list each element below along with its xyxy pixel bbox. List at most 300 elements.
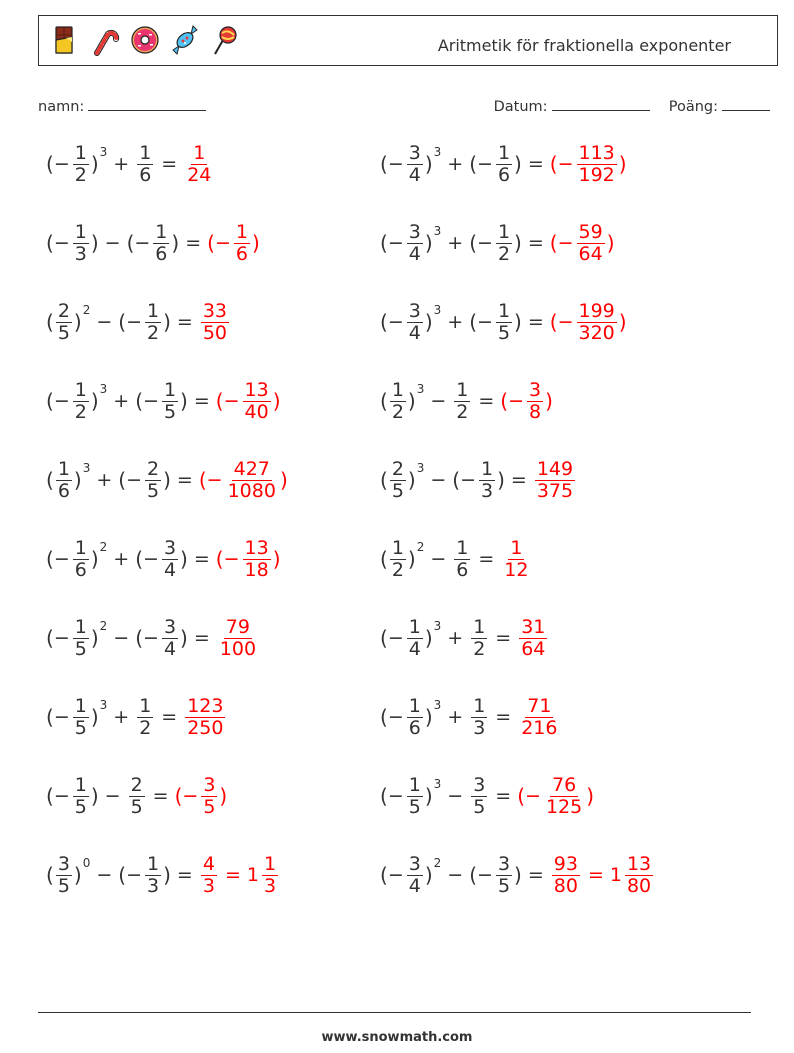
minus-sign: −: [508, 390, 525, 412]
denominator: 64: [578, 242, 603, 265]
paren-close: ): [514, 310, 522, 334]
equals-sign: =: [587, 864, 604, 886]
denominator: 5: [74, 795, 87, 818]
answer: [183, 696, 227, 739]
exponent: 3: [82, 461, 91, 475]
equals-sign: =: [510, 469, 527, 491]
minus-sign: −: [477, 232, 493, 254]
paren-close: ): [251, 231, 260, 255]
fraction: [162, 380, 178, 423]
mixed-whole-number: 1: [246, 864, 259, 886]
denominator: 125: [545, 795, 583, 818]
exercise-item: [46, 452, 288, 508]
paren-open: (: [118, 863, 127, 887]
fraction: [201, 301, 229, 344]
denominator: 5: [57, 321, 70, 344]
numerator: 1: [408, 773, 421, 796]
date-score-fields: [494, 96, 770, 115]
minus-sign: −: [182, 785, 199, 807]
equals-sign: =: [527, 232, 544, 254]
equals-sign: =: [193, 627, 210, 649]
numerator: 1: [456, 536, 469, 559]
answer: [216, 617, 260, 660]
paren-open: (: [118, 310, 127, 334]
exercise-item: [46, 294, 231, 350]
operator: −: [96, 864, 113, 886]
fraction: [471, 696, 487, 739]
operator: +: [113, 153, 130, 175]
fraction: [73, 222, 89, 265]
minus-sign: −: [206, 469, 223, 491]
exponent: 3: [433, 224, 442, 238]
fraction: [153, 222, 169, 265]
minus-sign: −: [387, 232, 404, 254]
paren-close: ): [73, 468, 82, 492]
equals-sign: =: [161, 153, 178, 175]
minus-sign: −: [387, 706, 404, 728]
paren-open: (: [46, 152, 54, 176]
fraction: [129, 775, 145, 818]
minus-sign: −: [223, 390, 240, 412]
exercise-item: [380, 294, 627, 350]
answer: [550, 143, 627, 186]
numerator: 1: [456, 378, 469, 401]
numerator: 13: [244, 378, 269, 401]
denominator: 5: [408, 795, 421, 818]
name-blank[interactable]: [88, 96, 206, 111]
fraction: [145, 459, 161, 502]
numerator: 3: [203, 773, 216, 796]
paren-open: (: [380, 705, 388, 729]
paren-open: (: [46, 863, 54, 887]
fraction: [471, 617, 487, 660]
numerator: 1: [74, 773, 87, 796]
exercise-item: [46, 610, 260, 666]
numerator: 13: [626, 852, 652, 875]
minus-sign: −: [143, 627, 159, 649]
denominator: 5: [391, 479, 404, 502]
equals-sign: =: [495, 627, 512, 649]
exercise-item: [46, 689, 227, 745]
numerator: 1: [57, 457, 70, 480]
fraction: [407, 143, 423, 186]
fraction: [162, 617, 178, 660]
fraction: [577, 301, 617, 344]
exercise-item: [380, 136, 627, 192]
paren-open: (: [46, 231, 54, 255]
mixed-whole-number: 1: [609, 864, 622, 886]
exercise-item: [46, 531, 281, 587]
denominator: 3: [147, 874, 160, 897]
denominator: 4: [163, 637, 177, 660]
denominator: 64: [521, 637, 546, 660]
chocolate-bar-icon: [49, 24, 81, 56]
fraction: [519, 696, 559, 739]
fraction: [185, 143, 213, 186]
paren-open: (: [469, 152, 478, 176]
footer-divider: [38, 1012, 751, 1013]
numerator: 3: [473, 773, 486, 796]
denominator: 12: [504, 558, 529, 581]
denominator: 4: [408, 163, 421, 186]
paren-close: ): [407, 468, 416, 492]
paren-close: ): [180, 389, 188, 413]
denominator: 4: [408, 874, 421, 897]
fraction: [243, 380, 271, 423]
numerator: 93: [553, 852, 578, 875]
paren-close: ): [90, 152, 99, 176]
numerator: 1: [497, 299, 511, 322]
numerator: 427: [233, 457, 270, 480]
fraction: [496, 301, 512, 344]
paren-close: ): [73, 310, 82, 334]
numerator: 1: [74, 220, 87, 243]
paren-open: (: [135, 626, 144, 650]
paren-open: (: [500, 389, 509, 413]
paren-open: (: [215, 389, 224, 413]
numerator: 2: [147, 457, 160, 480]
paren-open: (: [517, 784, 526, 808]
paren-close: ): [407, 547, 416, 571]
fraction: [407, 696, 423, 739]
date-blank[interactable]: [552, 96, 650, 111]
equals-sign: =: [193, 548, 210, 570]
denominator: 216: [521, 716, 558, 739]
operator: +: [96, 469, 113, 491]
minus-sign: −: [557, 311, 574, 333]
operator: +: [447, 232, 464, 254]
denominator: 2: [456, 400, 469, 423]
denominator: 320: [578, 321, 615, 344]
minus-sign: −: [126, 311, 143, 333]
denominator: 5: [74, 637, 87, 660]
exponent: 3: [433, 303, 442, 317]
minus-sign: −: [126, 469, 143, 491]
score-blank[interactable]: [722, 96, 770, 111]
exponent: 3: [416, 461, 425, 475]
numerator: 1: [235, 220, 248, 243]
answer: [517, 696, 561, 739]
exponent: 3: [433, 777, 442, 791]
paren-close: ): [163, 310, 171, 334]
paren-close: ): [90, 626, 99, 650]
numerator: 199: [578, 299, 615, 322]
fraction: [145, 854, 161, 897]
fraction: [201, 854, 217, 897]
minus-sign: −: [477, 864, 493, 886]
numerator: 1: [147, 299, 160, 322]
minus-sign: −: [143, 390, 159, 412]
equals-sign: =: [176, 864, 193, 886]
operator: −: [104, 232, 121, 254]
numerator: 79: [225, 615, 250, 638]
paren-open: (: [135, 547, 144, 571]
numerator: 33: [202, 299, 228, 322]
minus-sign: −: [387, 153, 404, 175]
fraction: [407, 222, 423, 265]
exponent: 3: [433, 145, 442, 159]
numerator: 1: [510, 536, 523, 559]
denominator: 375: [536, 479, 574, 502]
numerator: 3: [497, 852, 511, 875]
denominator: 4: [408, 637, 421, 660]
paren-close: ): [90, 547, 99, 571]
fraction: [73, 143, 89, 186]
minus-sign: −: [387, 864, 404, 886]
numerator: 76: [551, 773, 577, 796]
paren-open: (: [469, 310, 478, 334]
denominator: 3: [202, 874, 215, 897]
denominator: 4: [408, 321, 421, 344]
minus-sign: −: [460, 469, 477, 491]
denominator: 5: [497, 321, 511, 344]
operator: +: [447, 311, 464, 333]
paren-open: (: [46, 389, 54, 413]
paren-close: ): [586, 784, 595, 808]
fraction: [496, 222, 512, 265]
paren-open: (: [380, 310, 388, 334]
numerator: 3: [408, 141, 421, 164]
exercise-item: [46, 136, 215, 192]
paren-close: ): [606, 231, 615, 255]
candy-cane-icon: [89, 24, 121, 56]
numerator: 59: [578, 220, 603, 243]
answer: [500, 380, 553, 423]
exercise-item: [380, 215, 615, 271]
paren-close: ): [424, 784, 433, 808]
fraction: [145, 301, 161, 344]
answer: [207, 222, 260, 265]
minus-sign: −: [134, 232, 151, 254]
paren-open: (: [198, 468, 207, 492]
denominator: 6: [408, 716, 421, 739]
equals-sign: =: [527, 864, 544, 886]
numerator: 1: [391, 536, 404, 559]
denominator: 5: [57, 874, 70, 897]
answer: [517, 775, 594, 818]
paren-open: (: [469, 231, 478, 255]
fraction: [496, 143, 512, 186]
fraction: [73, 617, 89, 660]
minus-sign: −: [387, 785, 404, 807]
numerator: 4: [202, 852, 215, 875]
minus-sign: −: [53, 785, 70, 807]
equals-sign: =: [161, 706, 178, 728]
page-title: Aritmetik för fraktionella exponenter: [437, 36, 731, 55]
fraction: [73, 696, 89, 739]
answer: [550, 301, 627, 344]
equals-sign: =: [185, 232, 202, 254]
denominator: 6: [155, 242, 168, 265]
fraction: [137, 696, 153, 739]
numerator: 31: [521, 615, 546, 638]
denominator: 6: [57, 479, 70, 502]
denominator: 6: [497, 163, 511, 186]
exercise-item: [380, 768, 594, 824]
numerator: 3: [163, 536, 177, 559]
paren-open: (: [46, 626, 54, 650]
exercise-item: [380, 847, 655, 903]
paren-close: ): [618, 152, 627, 176]
fraction: [185, 696, 225, 739]
fraction: [56, 459, 72, 502]
paren-open: (: [46, 468, 54, 492]
denominator: 8: [529, 400, 542, 423]
paren-close: ): [407, 389, 416, 413]
numerator: 1: [139, 694, 152, 717]
paren-open: (: [174, 784, 183, 808]
numerator: 13: [244, 536, 269, 559]
answer: [517, 617, 549, 660]
minus-sign: −: [53, 548, 70, 570]
numerator: 1: [74, 141, 87, 164]
operator: −: [113, 627, 130, 649]
fraction: [407, 854, 423, 897]
answer: [216, 538, 281, 581]
fraction: [73, 538, 89, 581]
paren-close: ): [514, 863, 522, 887]
exercise-item: [380, 373, 553, 429]
equals-sign: =: [176, 311, 193, 333]
denominator: 4: [408, 242, 421, 265]
minus-sign: −: [477, 311, 493, 333]
minus-sign: −: [53, 232, 70, 254]
denominator: 5: [147, 479, 160, 502]
operator: −: [447, 864, 464, 886]
numerator: 3: [163, 615, 177, 638]
numerator: 3: [57, 852, 70, 875]
numerator: 2: [57, 299, 70, 322]
exercise-item: [380, 610, 549, 666]
paren-close: ): [180, 547, 188, 571]
equals-sign: =: [478, 548, 495, 570]
denominator: 5: [130, 795, 143, 818]
fraction: [407, 301, 423, 344]
fraction: [390, 380, 406, 423]
operator: +: [113, 706, 130, 728]
numerator: 1: [473, 615, 486, 638]
denominator: 18: [244, 558, 269, 581]
paren-open: (: [207, 231, 215, 255]
paren-close: ): [272, 389, 281, 413]
equals-sign: =: [527, 311, 544, 333]
paren-close: ): [163, 863, 171, 887]
denominator: 6: [139, 163, 152, 186]
fraction: [243, 538, 271, 581]
fraction: [544, 775, 584, 818]
paren-open: (: [380, 468, 388, 492]
paren-close: ): [497, 468, 505, 492]
exponent: 3: [99, 382, 108, 396]
numerator: 2: [130, 773, 143, 796]
fraction: [519, 617, 547, 660]
fraction: [577, 222, 605, 265]
numerator: 123: [187, 694, 224, 717]
equals-sign: =: [495, 785, 512, 807]
fraction: [137, 143, 153, 186]
exponent: 3: [99, 698, 108, 712]
denominator: 5: [497, 874, 511, 897]
paren-open: (: [126, 231, 135, 255]
denominator: 2: [497, 242, 511, 265]
operator: −: [104, 785, 121, 807]
fraction: [407, 617, 423, 660]
paren-close: ): [90, 705, 99, 729]
paren-close: ): [424, 626, 433, 650]
paren-close: ): [424, 231, 433, 255]
exercise-item: [46, 215, 260, 271]
denominator: 3: [74, 242, 87, 265]
denominator: 24: [187, 163, 212, 186]
paren-close: ): [424, 310, 433, 334]
answer: [550, 222, 615, 265]
fraction: [625, 854, 653, 897]
lollipop-icon: [209, 24, 241, 56]
operator: −: [430, 390, 447, 412]
exponent: 2: [82, 303, 91, 317]
exponent: 2: [99, 619, 108, 633]
answer: [183, 143, 215, 186]
denominator: 5: [163, 400, 177, 423]
paren-open: (: [118, 468, 127, 492]
operator: −: [430, 548, 447, 570]
paren-close: ): [73, 863, 82, 887]
denominator: 3: [481, 479, 494, 502]
denominator: 2: [473, 637, 486, 660]
fraction: [577, 143, 617, 186]
minus-sign: −: [53, 706, 70, 728]
minus-sign: −: [53, 627, 70, 649]
fraction: [56, 854, 72, 897]
fraction: [162, 538, 178, 581]
exercise-item: [380, 452, 577, 508]
paren-close: ): [545, 389, 553, 413]
numerator: 3: [529, 378, 542, 401]
answer: [533, 459, 577, 502]
numerator: 3: [408, 852, 421, 875]
paren-open: (: [46, 310, 54, 334]
denominator: 2: [139, 716, 152, 739]
numerator: 1: [497, 141, 511, 164]
denominator: 3: [473, 716, 486, 739]
paren-close: ): [272, 547, 281, 571]
operator: −: [96, 311, 113, 333]
denominator: 2: [147, 321, 160, 344]
paren-close: ): [171, 231, 180, 255]
numerator: 113: [578, 141, 615, 164]
paren-close: ): [514, 152, 522, 176]
paren-open: (: [380, 626, 388, 650]
fraction: [502, 538, 530, 581]
operator: +: [113, 390, 130, 412]
minus-sign: −: [477, 153, 493, 175]
paren-open: (: [380, 389, 388, 413]
name-field: [38, 96, 206, 115]
answer: [500, 538, 532, 581]
minus-sign: −: [557, 232, 574, 254]
denominator: 2: [74, 400, 87, 423]
paren-open: (: [46, 547, 54, 571]
paren-open: (: [46, 705, 54, 729]
denominator: 6: [235, 242, 248, 265]
fraction: [496, 854, 512, 897]
numerator: 1: [193, 141, 206, 164]
answer: [550, 854, 655, 897]
score-label: Poäng:: [668, 99, 718, 115]
exponent: 2: [416, 540, 425, 554]
numerator: 1: [74, 378, 87, 401]
paren-open: (: [549, 152, 558, 176]
